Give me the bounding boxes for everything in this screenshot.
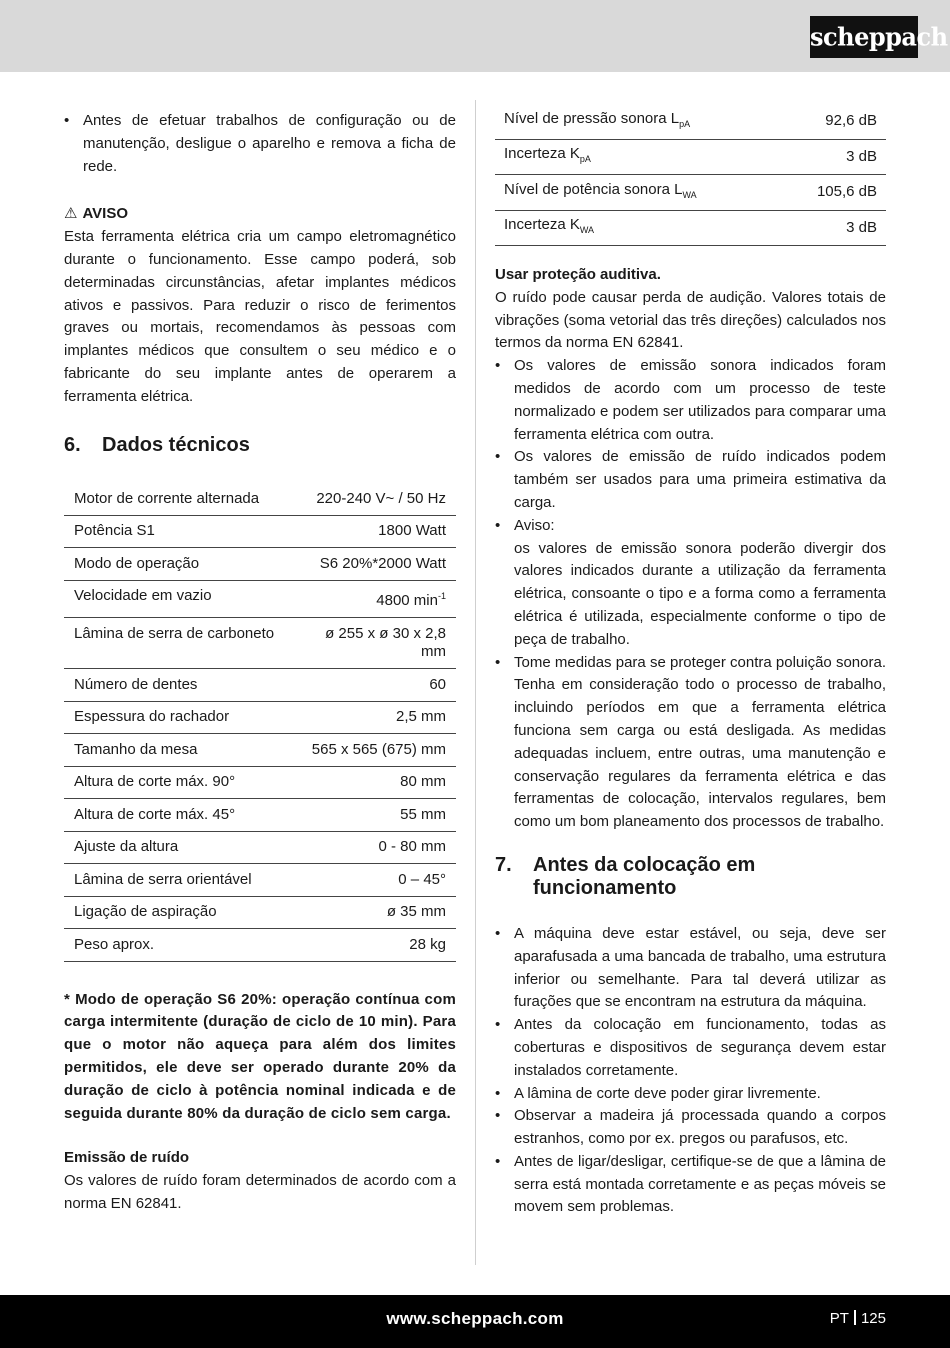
right-column <box>495 104 886 1219</box>
table-row <box>64 929 456 962</box>
spec-value: 28 kg <box>289 929 456 962</box>
list-item: • A máquina deve estar estável, ou seja, deve ser aparafusada a uma bancada de trabalho, uma estrutura inferior ou semelhante. Para tal deverá utilizar as furações que se encontram na estrutura da máquina. <box>495 923 886 1014</box>
table-row <box>64 483 456 515</box>
spec-label: Motor de corrente alternada <box>64 483 289 515</box>
noise-values-table <box>495 104 886 246</box>
noise-label-subscript: pA <box>579 154 591 164</box>
spec-value: 2,5 mm <box>289 701 456 734</box>
noise-label-text: Incerteza K <box>504 145 580 162</box>
commissioning-bullet-list <box>495 923 886 1219</box>
noise-label-text: Nível de pressão sonora L <box>504 109 680 127</box>
noise-value: 92,6 dB <box>780 104 886 139</box>
table-row <box>64 896 456 929</box>
noise-label-subscript: pA <box>679 118 691 129</box>
left-column <box>64 110 456 1216</box>
table-row <box>495 139 886 175</box>
table-row <box>64 548 456 581</box>
warning-heading <box>64 203 456 226</box>
page-footer <box>0 1295 950 1348</box>
spec-label: Ligação de aspiração <box>64 896 289 929</box>
spec-value: S6 20%*2000 Watt <box>289 548 456 581</box>
warning-text: Esta ferramenta elétrica cria um campo eletromagnético durante o funcionamento. Esse campo poderá, sob determinadas circunstâncias, afetar implantes médicos ativos e passivos. Para reduzir o risco de ferimentos graves ou mortais, recomendamos às pessoas com implantes médicos que consultem o seu médico e o fabricante do seu implante antes de operarem a ferramenta elétrica. <box>64 228 456 405</box>
table-row <box>64 618 456 669</box>
spec-value-text: 4800 min <box>376 592 438 610</box>
table-row <box>64 669 456 702</box>
spec-value: 0 - 80 mm <box>289 831 456 864</box>
warning-title: AVISO <box>82 205 129 223</box>
table-row <box>64 799 456 832</box>
list-item: • Antes de efetuar trabalhos de configuração ou de manutenção, desligue o aparelho e remova a ficha de rede. <box>64 110 456 178</box>
list-item: • Antes de ligar/desligar, certifique-se de que a lâmina de serra está montada corretamente e as peças móveis se movem sem problemas. <box>495 1151 886 1219</box>
list-item: • Tome medidas para se proteger contra poluição sonora. Tenha em consideração todo o processo de trabalho, incluindo períodos em que a ferramenta elétrica funciona sem carga ou está desligada. As medidas adequadas incluem, entre outras, uma manutenção e conservação regulares da ferramenta elétrica e das ferramentas de colocação, intervalos regulares, bem como um bom planeamento dos processos de trabalho. <box>495 652 886 834</box>
list-item: • Observar a madeira já processada quando a corpos estranhos, como por ex. pregos ou parafusos, etc. <box>495 1105 886 1151</box>
section-6-heading <box>64 434 456 458</box>
spec-label: Ajuste da altura <box>64 831 289 864</box>
noise-value: 105,6 dB <box>780 175 886 211</box>
spec-label: Espessura do rachador <box>64 701 289 734</box>
table-row <box>64 701 456 734</box>
spec-label: Velocidade em vazio <box>64 580 289 618</box>
spec-label: Altura de corte máx. 90° <box>64 766 289 799</box>
spec-value: 0 – 45° <box>289 864 456 897</box>
section-number: 6. <box>64 433 81 456</box>
spec-value: 1800 Watt <box>289 515 456 548</box>
page-header <box>0 0 950 72</box>
noise-value: 3 dB <box>780 210 886 246</box>
table-row <box>64 580 456 618</box>
operation-mode-footnote: * Modo de operação S6 20%: operação contínua com carga intermitente (duração de ciclo de 10 min). Para que o motor não aqueça para além dos limites permitidos, ele deve ser operado durante 20% da duração de ciclo à potência nominal indicada e de seguida durante 80% da duração de ciclo sem carga. <box>64 990 456 1122</box>
language-code: PT <box>829 1310 849 1327</box>
table-row <box>64 864 456 897</box>
spec-value <box>289 580 456 618</box>
table-row <box>495 104 886 139</box>
list-item: • Os valores de emissão de ruído indicados podem também ser usados para uma primeira estimativa da carga. <box>495 446 886 514</box>
section-title: Dados técnicos <box>102 433 250 456</box>
page-number-value: 125 <box>860 1310 886 1327</box>
spec-label: Peso aprox. <box>64 929 289 962</box>
section-number: 7. <box>495 853 512 876</box>
noise-label <box>495 210 780 246</box>
noise-label-text: Nível de potência sonora L <box>504 180 683 198</box>
section-title: Antes da colocação em funcionamento <box>533 853 756 900</box>
spec-value-exponent: -1 <box>437 591 446 602</box>
website-link[interactable]: www.scheppach.com <box>386 1309 564 1328</box>
noise-emission-text: Os valores de ruído foram determinados de acordo com a norma EN 62841. <box>64 1172 456 1212</box>
table-row <box>64 831 456 864</box>
list-item: • Aviso: os valores de emissão sonora poderão divergir dos valores indicados durante a utilização da ferramenta elétrica, consoante o tipo e a forma como a ferramenta elétrica é utilizada, especialmente conforme o tipo de peça de trabalho. <box>495 515 886 652</box>
spec-label: Lâmina de serra de carboneto <box>64 618 289 669</box>
noise-label <box>495 139 780 175</box>
spec-value: ø 255 x ø 30 x 2,8 mm <box>289 618 456 669</box>
hearing-protection-text: O ruído pode causar perda de audição. Valores totais de vibrações (soma vetorial das três direções) calculados nos termos da norma EN 62841. <box>495 288 886 352</box>
spec-label: Modo de operação <box>64 548 289 581</box>
brand-logo: scheppach <box>810 16 918 58</box>
technical-data-table <box>64 483 456 962</box>
spec-value: 55 mm <box>289 799 456 832</box>
noise-bullet-list <box>495 355 886 834</box>
table-row <box>64 734 456 767</box>
noise-label-text: Incerteza K <box>504 216 580 233</box>
spec-label: Lâmina de serra orientável <box>64 864 289 897</box>
noise-emission-heading: Emissão de ruído <box>64 1149 190 1167</box>
page-number <box>830 1310 886 1327</box>
spec-value: 220-240 V~ / 50 Hz <box>289 483 456 515</box>
table-row <box>495 210 886 246</box>
list-item: • A lâmina de corte deve poder girar livremente. <box>495 1083 886 1106</box>
hearing-protection-heading: Usar proteção auditiva. <box>495 266 661 283</box>
intro-bullet-list <box>64 110 456 178</box>
noise-value: 3 dB <box>780 139 886 175</box>
table-row <box>495 175 886 211</box>
spec-label: Potência S1 <box>64 515 289 548</box>
spec-label: Número de dentes <box>64 669 289 702</box>
section-7-heading <box>495 854 886 901</box>
spec-value: 565 x 565 (675) mm <box>289 734 456 767</box>
spec-value: ø 35 mm <box>289 896 456 929</box>
spec-value: 80 mm <box>289 766 456 799</box>
spec-value: 60 <box>289 669 456 702</box>
noise-label-subscript: WA <box>682 189 697 200</box>
spec-label: Tamanho da mesa <box>64 734 289 767</box>
table-row <box>64 766 456 799</box>
noise-label <box>495 175 780 211</box>
list-item: • Antes da colocação em funcionamento, todas as coberturas e dispositivos de segurança devem estar instalados corretamente. <box>495 1014 886 1082</box>
list-item: • Os valores de emissão sonora indicados foram medidos de acordo com um processo de teste normalizado e podem ser utilizados para comparar uma ferramenta elétrica com outra. <box>495 355 886 446</box>
warning-triangle-icon: ⚠ <box>64 205 78 223</box>
noise-label-subscript: WA <box>579 225 595 235</box>
separator <box>854 1310 856 1325</box>
column-divider <box>475 100 476 1265</box>
spec-label: Altura de corte máx. 45° <box>64 799 289 832</box>
table-row <box>64 515 456 548</box>
noise-label <box>495 104 780 139</box>
